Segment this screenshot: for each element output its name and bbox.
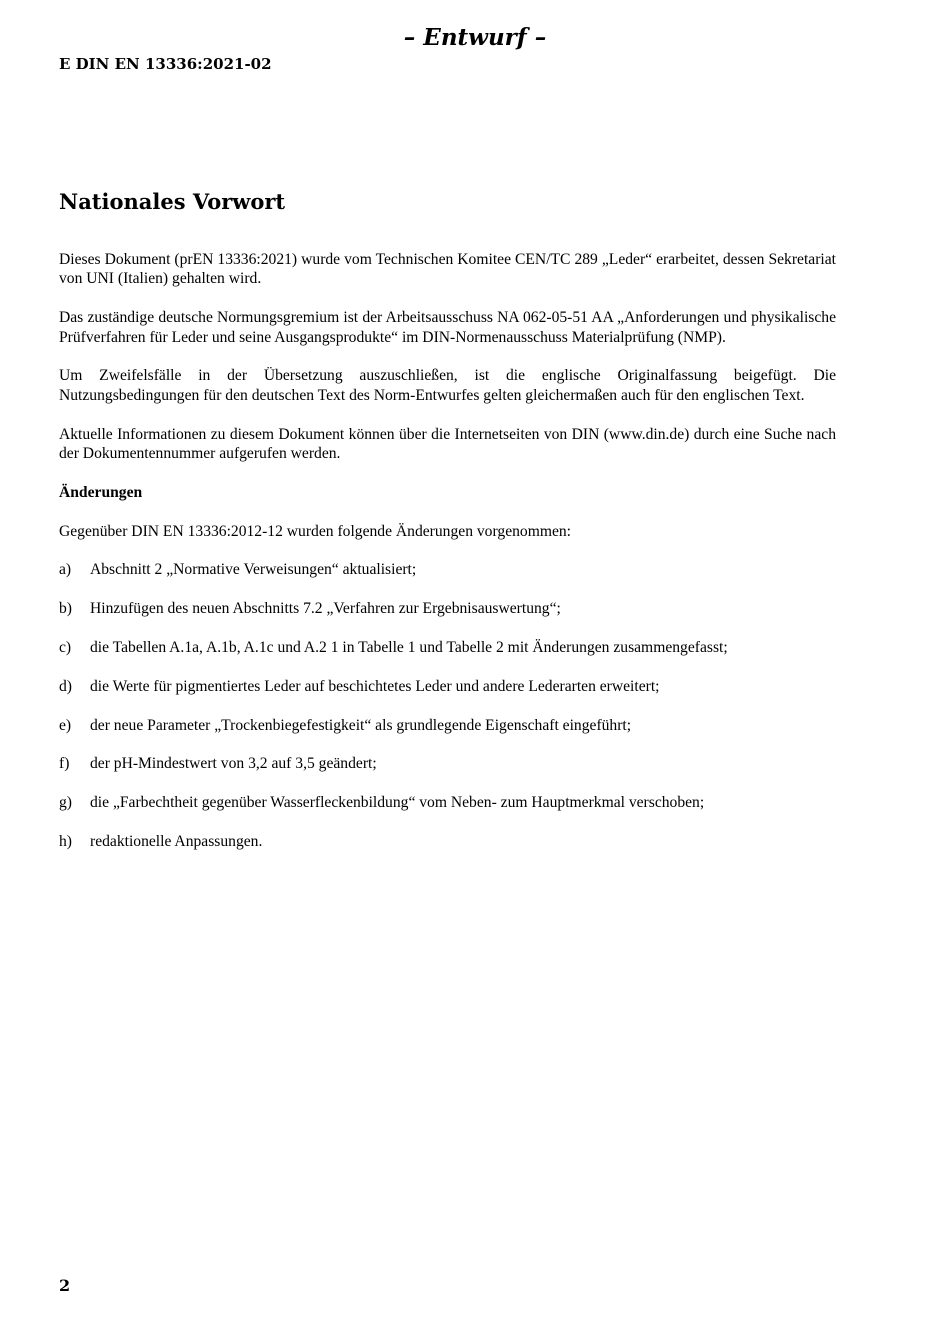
list-text: der neue Parameter „Trockenbiegefestigkeit“ als grundlegende Eigenschaft eingeführt; <box>90 716 632 734</box>
list-item <box>59 560 836 579</box>
list-text: die Tabellen A.1a, A.1b, A.1c und A.2 1 in Tabelle 1 und Tabelle 2 mit Änderungen zusammengefasst; <box>90 639 728 656</box>
list-marker: f) <box>59 755 70 773</box>
paragraph: Aktuelle Informationen zu diesem Dokument können über die Internetseiten von DIN (www.din.de) durch eine Suche nach der Dokumentennummer aufgerufen werden. <box>59 425 836 463</box>
list-item <box>59 832 836 851</box>
list-marker: c) <box>59 639 72 656</box>
list-text: die Werte für pigmentiertes Leder auf beschichtetes Leder und andere Lederarten erweitert; <box>90 677 660 695</box>
list-marker: d) <box>59 677 72 695</box>
document-id: E DIN EN 13336:2021-02 <box>59 55 272 73</box>
page-content <box>59 188 836 871</box>
changes-intro: Gegenüber DIN EN 13336:2012-12 wurden folgende Änderungen vorgenommen: <box>59 522 572 540</box>
paragraph: Dieses Dokument (prEN 13336:2021) wurde vom Technischen Komitee CEN/TC 289 „Leder“ erarbeitet, dessen Sekretariat von UNI (Italien) gehalten wird. <box>59 251 836 288</box>
list-item <box>59 716 836 735</box>
list-marker: e) <box>59 716 72 734</box>
draft-label: – Entwurf – <box>403 24 547 51</box>
list-item <box>59 793 836 812</box>
list-text: Abschnitt 2 „Normative Verweisungen“ aktualisiert; <box>90 561 417 579</box>
list-text: die „Farbechtheit gegenüber Wasserfleckenbildung“ vom Neben- zum Hauptmerkmal verschoben; <box>90 794 705 812</box>
list-item <box>59 677 836 696</box>
page-number: 2 <box>59 1276 71 1295</box>
list-marker: b) <box>59 600 72 618</box>
paragraph: Das zuständige deutsche Normungsgremium ist der Arbeitsausschuss NA 062-05-51 AA „Anforderungen und physikalische Prüfverfahren für Leder und seine Ausgangsprodukte“ im DIN-Normenausschuss Materialprüfung (NMP). <box>59 309 836 346</box>
list-marker: g) <box>59 794 72 812</box>
page-title: Nationales Vorwort <box>59 189 286 214</box>
list-item <box>59 599 836 618</box>
list-item <box>59 754 836 773</box>
list-text: redaktionelle Anpassungen. <box>90 832 263 850</box>
list-item <box>59 638 836 657</box>
changes-heading: Änderungen <box>59 483 143 501</box>
paragraph: Um Zweifelsfälle in der Übersetzung auszuschließen, ist die englische Originalfassung beigefügt. Die Nutzungsbedingungen für den deutschen Text des Norm-Entwurfes gelten gleichermaßen auch für den englischen Text. <box>59 367 836 404</box>
list-marker: h) <box>59 832 72 850</box>
list-text: der pH-Mindestwert von 3,2 auf 3,5 geändert; <box>90 755 377 773</box>
list-marker: a) <box>59 561 72 579</box>
list-text: Hinzufügen des neuen Abschnitts 7.2 „Verfahren zur Ergebnisauswertung“; <box>90 600 561 618</box>
